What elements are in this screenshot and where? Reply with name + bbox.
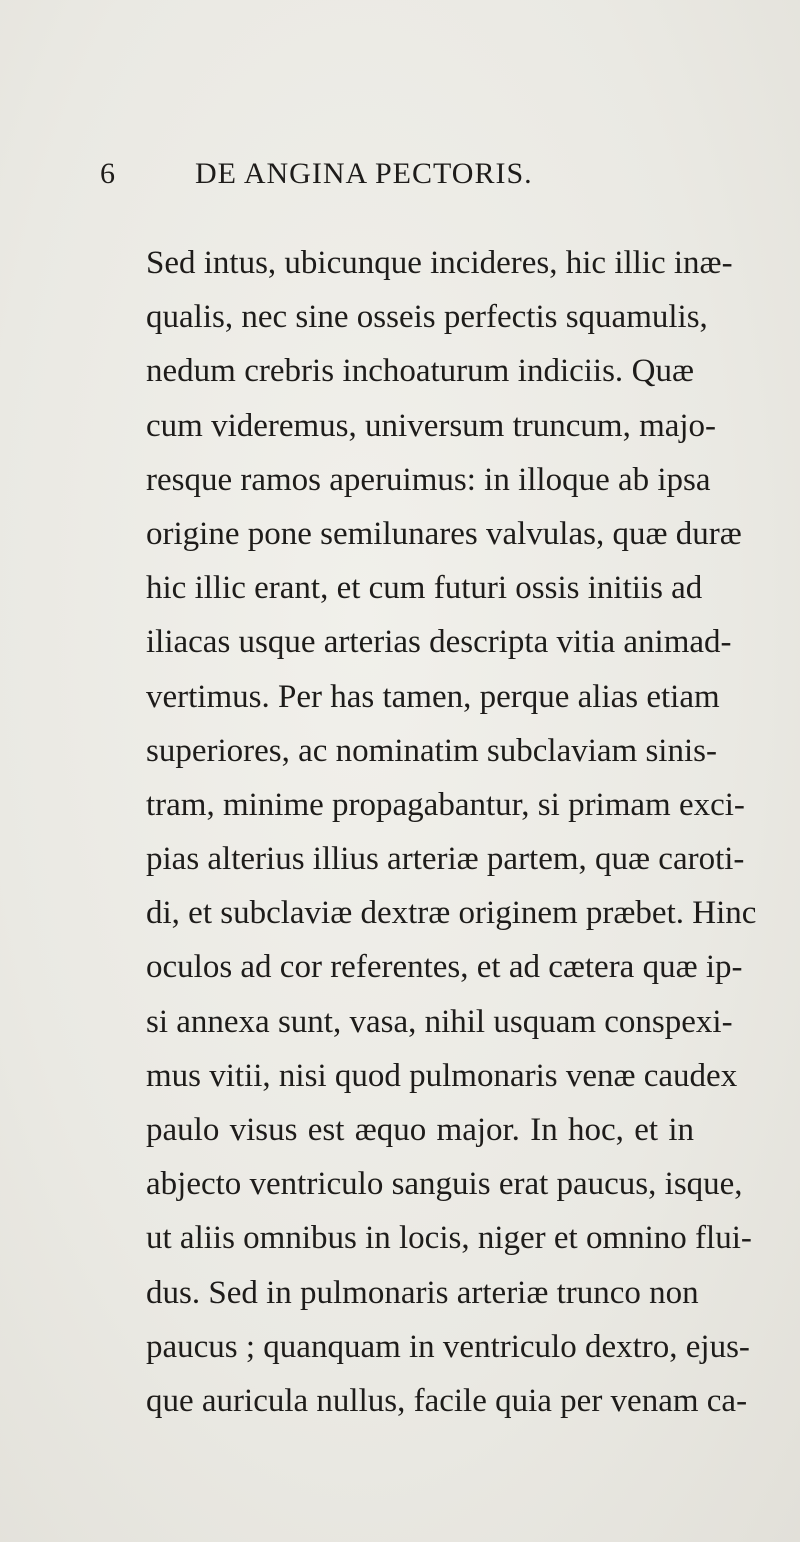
text-line: abjecto ventriculo sanguis erat paucus, isque, bbox=[146, 1166, 743, 1203]
running-head bbox=[100, 154, 720, 194]
text-line: tram, minime propagabantur, si primam exci- bbox=[146, 786, 745, 823]
text-line: oculos ad cor referentes, et ad cætera quæ ip- bbox=[146, 949, 743, 986]
text-line: resque ramos aperuimus: in illoque ab ipsa bbox=[146, 461, 711, 498]
text-line: iliacas usque arterias descripta vitia animad- bbox=[146, 624, 732, 661]
text-line: pias alterius illius arteriæ partem, quæ caroti- bbox=[146, 841, 745, 878]
body-text bbox=[146, 236, 757, 1428]
text-line: di, et subclaviæ dextræ originem præbet. Hinc bbox=[146, 895, 757, 932]
text-line: superiores, ac nominatim subclaviam sinis- bbox=[146, 732, 717, 769]
text-line: cum videremus, universum truncum, majo- bbox=[146, 407, 717, 444]
text-line: paulo visus est æquo major. In hoc, et in bbox=[146, 1112, 694, 1148]
text-line: ut aliis omnibus in locis, niger et omnino flui- bbox=[146, 1220, 752, 1257]
text-line: hic illic erant, et cum futuri ossis initiis ad bbox=[146, 570, 703, 607]
text-line: qualis, nec sine osseis perfectis squamulis, bbox=[146, 299, 708, 336]
text-line: si annexa sunt, vasa, nihil usquam conspexi- bbox=[146, 1003, 733, 1040]
text-line: mus vitii, nisi quod pulmonaris venæ caudex bbox=[146, 1057, 738, 1094]
text-line: vertimus. Per has tamen, perque alias etiam bbox=[146, 678, 720, 715]
text-line: Sed intus, ubicunque incideres, hic illic inæ- bbox=[146, 245, 733, 281]
text-line: que auricula nullus, facile quia per venam ca- bbox=[146, 1382, 748, 1419]
running-title: DE ANGINA PECTORIS. bbox=[195, 157, 533, 190]
text-line: dus. Sed in pulmonaris arteriæ trunco non bbox=[146, 1274, 699, 1311]
text-line: paucus ; quanquam in ventriculo dextro, ejus- bbox=[146, 1328, 750, 1365]
page-number: 6 bbox=[100, 157, 115, 190]
text-line: origine pone semilunares valvulas, quæ duræ bbox=[146, 515, 742, 552]
text-line: nedum crebris inchoaturum indiciis. Quæ bbox=[146, 353, 694, 390]
